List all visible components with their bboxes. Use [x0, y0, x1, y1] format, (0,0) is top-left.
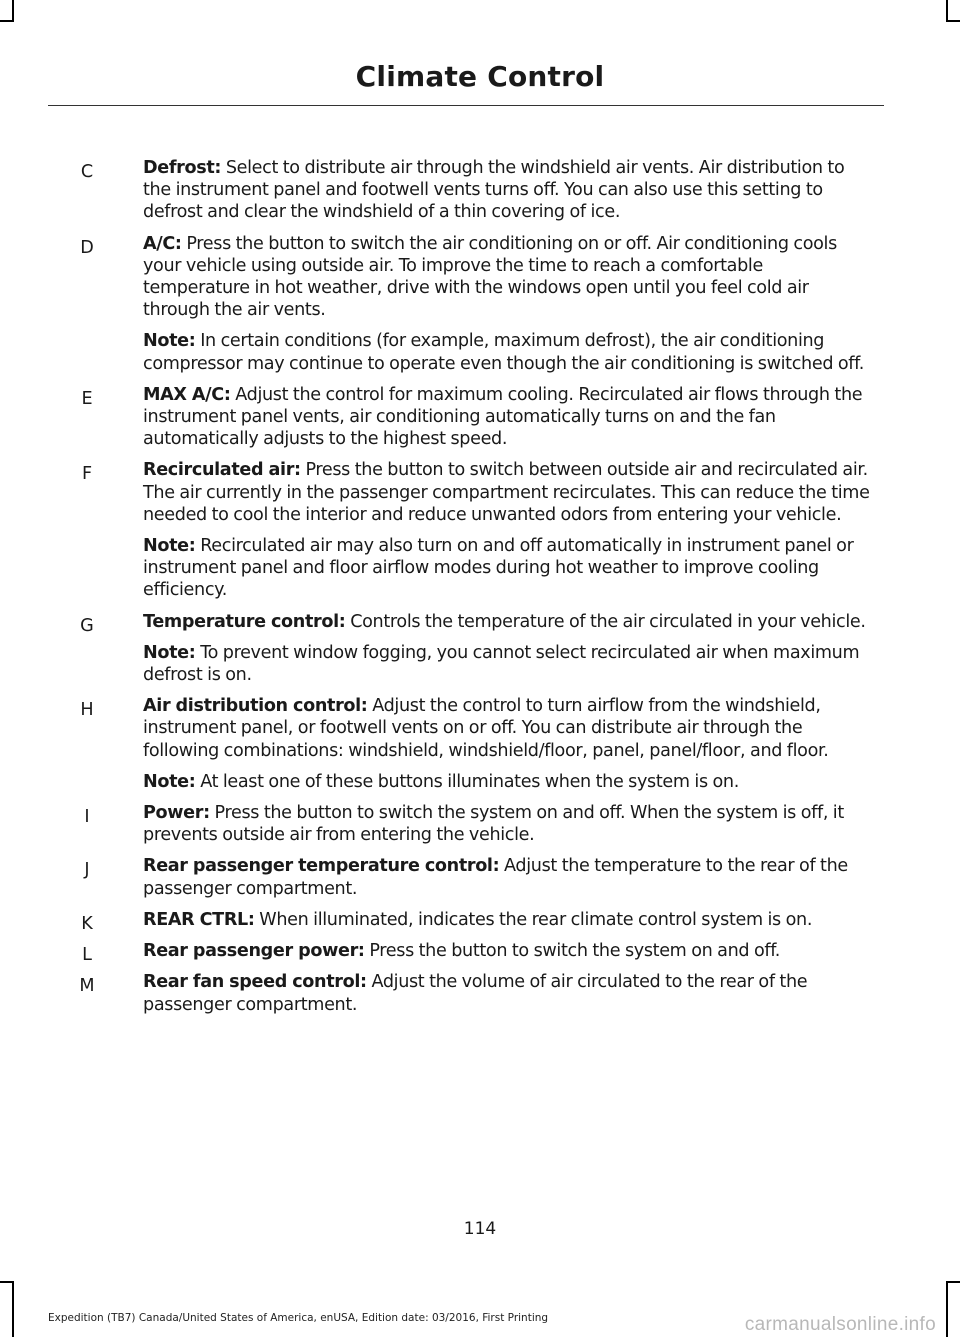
- item-description: [143, 459, 873, 526]
- list-item: [0, 384, 960, 451]
- item-label: Note:: [143, 642, 196, 663]
- list-item: [0, 611, 960, 687]
- item-label: Rear passenger power:: [143, 941, 365, 962]
- item-description: [143, 695, 873, 762]
- item-letter: L: [82, 945, 92, 966]
- item-description: [143, 802, 873, 846]
- crop-mark-bottom-right: [946, 1281, 960, 1283]
- list-item: [0, 802, 960, 846]
- item-description: [143, 940, 873, 962]
- item-note: [143, 642, 873, 686]
- item-letter: G: [80, 615, 94, 636]
- item-label: A/C:: [143, 233, 182, 254]
- item-description: [143, 157, 873, 224]
- item-letter: I: [84, 807, 90, 828]
- item-text: Adjust the volume of air circulated to the rear of the passenger compartment.: [143, 972, 808, 1015]
- item-description: [143, 855, 873, 899]
- list-item: [0, 157, 960, 224]
- item-letter: J: [84, 860, 90, 881]
- crop-mark-top-right: [946, 20, 960, 22]
- list-item: [0, 971, 960, 1015]
- item-label: Note:: [143, 331, 196, 352]
- item-text: When illuminated, indicates the rear climate control system is on.: [254, 909, 813, 930]
- item-label: Note:: [143, 536, 196, 557]
- item-label: Power:: [143, 803, 210, 824]
- list-item: [0, 233, 960, 375]
- item-description: [143, 233, 873, 322]
- list-item: [0, 940, 960, 966]
- item-text: Adjust the control to turn airflow from the windshield, instrument panel, or footwell vents on or off. You can distribute air through the following combinations: windshield, windshield/floor, panel, panel/floor, and floor.: [143, 696, 829, 761]
- item-letter: D: [80, 237, 94, 258]
- crop-mark-top-left: [0, 20, 14, 22]
- item-label: Temperature control:: [143, 611, 346, 632]
- item-letter: K: [81, 913, 93, 934]
- crop-mark-top-left: [12, 0, 14, 22]
- item-letter: C: [80, 162, 94, 182]
- item-label: Recirculated air:: [143, 460, 301, 481]
- item-note: [143, 535, 873, 602]
- watermark: carmanualsonline.info: [744, 1314, 936, 1335]
- item-text: Controls the temperature of the air circulated in your vehicle.: [345, 611, 866, 632]
- item-note: [143, 330, 873, 374]
- item-text: Press the button to switch the air conditioning on or off. Air conditioning cools your vehicle using outside air. To improve the time to reach a comfortable temperature in hot weather, drive with the windows open until you feel cold air through the air vents.: [143, 233, 837, 321]
- list-item: [0, 855, 960, 899]
- crop-mark-bottom-right: [946, 1281, 948, 1337]
- header-divider: [48, 105, 884, 106]
- item-text: Recirculated air may also turn on and off automatically in instrument panel or instrument panel and floor airflow modes during hot weather to improve cooling efficiency.: [143, 536, 854, 601]
- item-text: In certain conditions (for example, maximum defrost), the air conditioning compressor may continue to operate even though the air conditioning is switched off.: [143, 331, 864, 374]
- item-text: To prevent window fogging, you cannot select recirculated air when maximum defrost is on.: [143, 642, 860, 686]
- item-label: Note:: [143, 771, 196, 792]
- item-letter: H: [80, 700, 94, 721]
- item-text: Press the button to switch between outside air and recirculated air. The air currently in the passenger compartment recirculates. This can reduce the time needed to cool the interior and reduce unwanted odors from entering your vehicle.: [143, 460, 870, 525]
- list-item: [0, 909, 960, 934]
- item-label: MAX A/C:: [143, 384, 231, 405]
- item-description: [143, 611, 873, 633]
- item-letter: M: [79, 976, 95, 997]
- item-text: Press the button to switch the system on and off. When the system is off, it prevents outside air from entering the vehicle.: [143, 803, 844, 846]
- item-text: Select to distribute air through the windshield air vents. Air distribution to the instrument panel and footwell vents turns off. You can also use this setting to defrost and clear the windshield of a thin covering of ice.: [143, 158, 845, 223]
- item-description: [143, 384, 873, 451]
- item-text: At least one of these buttons illuminates when the system is on.: [195, 771, 739, 792]
- item-description: [143, 971, 873, 1015]
- crop-mark-top-right: [946, 0, 948, 22]
- item-label: REAR CTRL:: [143, 909, 255, 930]
- list-item: [0, 695, 960, 793]
- item-description: [143, 909, 873, 931]
- page-title: Climate Control: [355, 60, 605, 93]
- item-letter: F: [81, 464, 93, 485]
- item-label: Rear passenger temperature control:: [143, 856, 500, 877]
- page-number: 114: [463, 1219, 497, 1239]
- item-text: Adjust the control for maximum cooling. Recirculated air flows through the instrument panel vents, air conditioning automatically turns on and the fan automatically adjusts to the highest speed.: [143, 384, 863, 450]
- footer-edition-info: Expedition (TB7) Canada/United States of America, enUSA, Edition date: 03/2016, First Printing: [48, 1312, 549, 1324]
- control-list: [0, 157, 960, 1025]
- crop-mark-bottom-left: [12, 1281, 14, 1337]
- item-label: Defrost:: [143, 158, 222, 178]
- crop-mark-bottom-left: [0, 1281, 14, 1283]
- list-item: [0, 459, 960, 601]
- item-label: Air distribution control:: [143, 696, 368, 717]
- item-label: Rear fan speed control:: [143, 972, 367, 993]
- item-note: [143, 771, 873, 793]
- item-text: Press the button to switch the system on and off.: [364, 941, 781, 962]
- item-text: Adjust the temperature to the rear of the passenger compartment.: [143, 856, 848, 899]
- item-letter: E: [81, 388, 93, 409]
